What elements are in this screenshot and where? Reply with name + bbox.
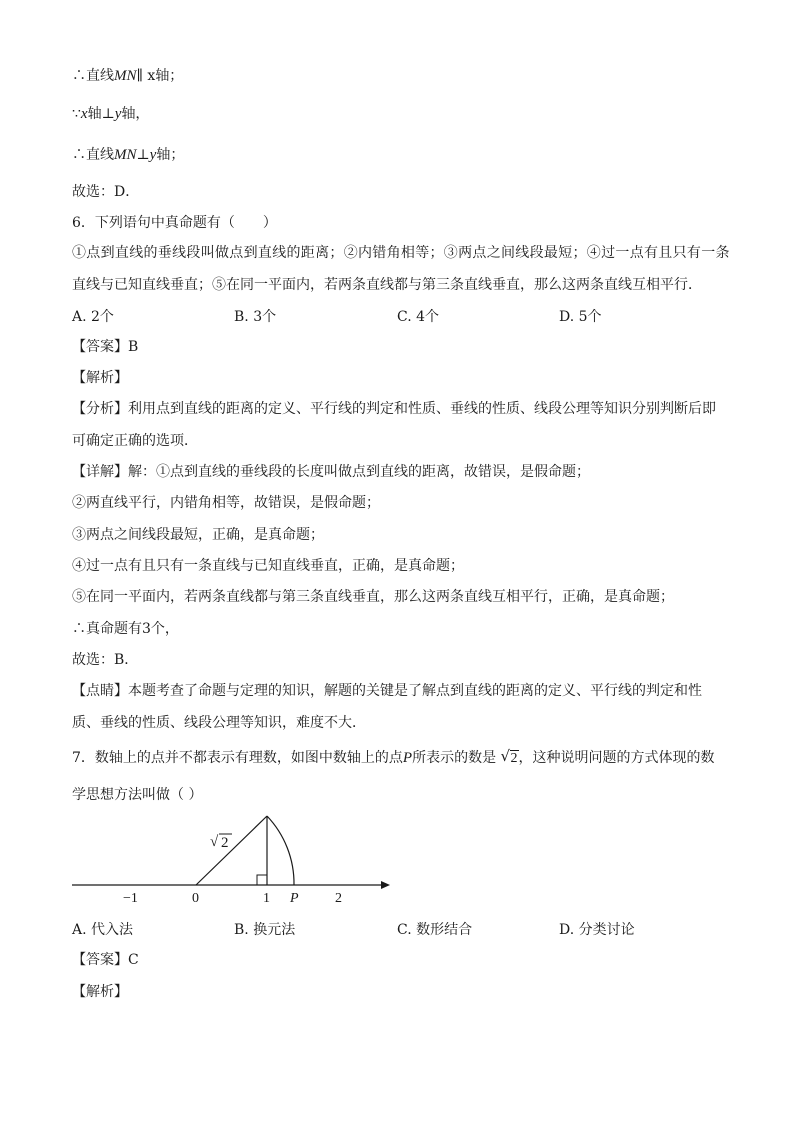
q7-title-line-1: 7．数轴上的点并不都表示有理数，如图中数轴上的点P所表示的数是 √ 2，这种说明问题的方式体现的数 [72, 748, 715, 769]
q6-detail-5: ⑤在同一平面内，若两条直线都与第三条直线垂直，那么这两条直线互相平行，正确，是真命题； [72, 589, 674, 605]
q6-choice-c: C. 4个 [397, 309, 440, 325]
q6-analysis-1: 【分析】利用点到直线的距离的定义、平行线的判定和性质、垂线的性质、线段公理等知识分别判断后即 [72, 401, 716, 417]
q6-jiexi-heading: 【解析】 [72, 370, 128, 386]
derivation-line-3: ∴直线MN⊥y轴； [72, 147, 185, 163]
q6-detail-4: ④过一点有且只有一条直线与已知直线垂直，正确，是真命题； [72, 558, 464, 574]
hypotenuse-label-radical: √ [210, 834, 219, 850]
q6-title: 6．下列语句中真命题有（ ） [72, 215, 277, 231]
q6-comment-2: 质、垂线的性质、线段公理等知识，难度不大． [72, 715, 366, 731]
point-p-label: P [290, 891, 299, 906]
q6-detail-1: 【详解】解：①点到直线的垂线段的长度叫做点到直线的距离，故错误，是假命题； [72, 464, 590, 480]
q7-title-line-2: 学思想方法叫做（ ） [72, 787, 203, 803]
hypotenuse-label: 2 [221, 835, 229, 851]
derivation-line-1: ∴直线MN∥ x轴； [72, 68, 184, 84]
hypotenuse [196, 816, 267, 885]
select-d-line: 故选：D． [72, 184, 140, 200]
tick-label-one: 1 [263, 891, 270, 906]
compass-arc [267, 816, 294, 885]
q6-true-count: ∴真命题有3个， [72, 621, 179, 637]
sqrt-two: √ 2 [500, 747, 518, 766]
q6-detail-2: ②两直线平行，内错角相等，故错误，是假命题； [72, 495, 380, 511]
q6-answer: 【答案】B [72, 339, 139, 355]
q6-choices [72, 306, 712, 328]
tick-label-minus-one: −1 [123, 891, 138, 906]
q7-answer: 【答案】C [72, 952, 139, 968]
right-angle-mark [257, 875, 267, 885]
tick-label-zero: 0 [192, 891, 199, 906]
number-line-figure [60, 808, 400, 908]
q7-choices [72, 919, 712, 941]
q6-statement-1: ①点到直线的垂线段叫做点到直线的距离；②内错角相等；③两点之间线段最短；④过一点有且只有一条 [72, 245, 730, 261]
axis-arrow-icon [381, 881, 390, 889]
q6-select-b: 故选：B． [72, 652, 139, 668]
q6-choice-b: B. 3个 [234, 309, 277, 325]
q6-detail-3: ③两点之间线段最短，正确，是真命题； [72, 527, 324, 543]
q7-choice-b: B. 换元法 [234, 922, 296, 938]
q7-choice-c: C. 数形结合 [397, 922, 473, 938]
q7-choice-d: D. 分类讨论 [559, 922, 635, 938]
q7-choice-a: A. 代入法 [72, 922, 134, 938]
q6-analysis-2: 可确定正确的选项． [72, 433, 198, 449]
q6-comment-1: 【点睛】本题考查了命题与定理的知识，解题的关键是了解点到直线的距离的定义、平行线的判定和性 [72, 683, 702, 699]
q7-jiexi-heading: 【解析】 [72, 984, 128, 1000]
q6-choice-d: D. 5个 [559, 309, 602, 325]
tick-label-two: 2 [335, 891, 342, 906]
q6-choice-a: A. 2个 [72, 309, 114, 325]
derivation-line-2: ∵x轴⊥y轴， [72, 106, 150, 122]
q6-statement-2: 直线与已知直线垂直；⑤在同一平面内，若两条直线都与第三条直线垂直，那么这两条直线互相平行． [72, 277, 702, 293]
